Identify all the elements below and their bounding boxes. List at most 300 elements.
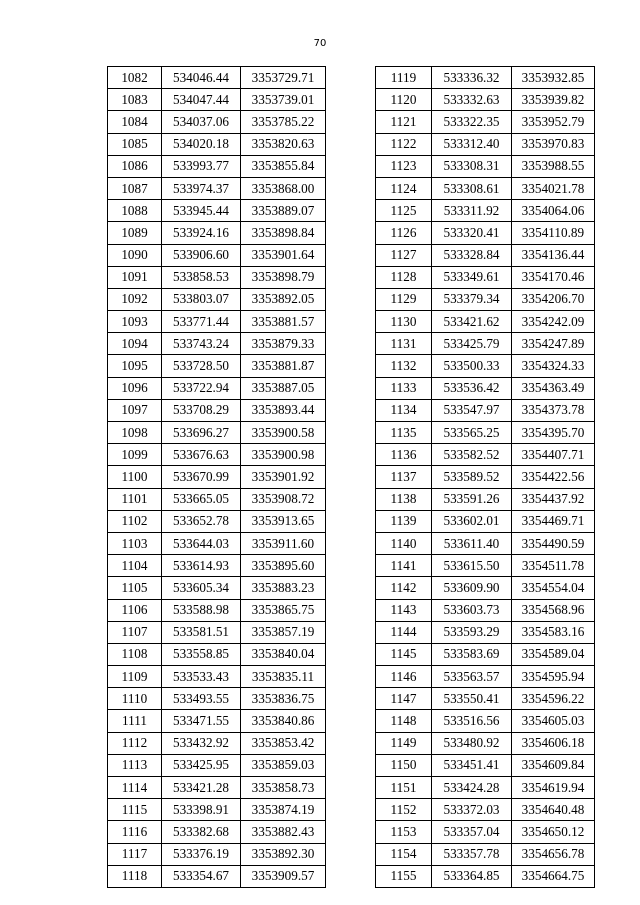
table-row [108,732,326,754]
table-row [108,777,326,799]
y-coordinate-cell: 3354242.09 [512,311,595,333]
x-coordinate-cell: 533644.03 [162,532,241,554]
y-coordinate-cell: 3353835.11 [241,666,326,688]
x-coordinate-cell: 533652.78 [162,510,241,532]
table-row [108,821,326,843]
y-coordinate-cell: 3354206.70 [512,288,595,310]
x-coordinate-cell: 533593.29 [432,621,512,643]
y-coordinate-cell: 3354511.78 [512,555,595,577]
x-coordinate-cell: 533349.61 [432,266,512,288]
y-coordinate-cell: 3354136.44 [512,244,595,266]
y-coordinate-cell: 3354422.56 [512,466,595,488]
point-number-cell: 1108 [108,643,162,665]
point-number-cell: 1117 [108,843,162,865]
point-number-cell: 1096 [108,377,162,399]
x-coordinate-cell: 533332.63 [432,89,512,111]
y-coordinate-cell: 3354469.71 [512,510,595,532]
table-row [376,865,595,887]
x-coordinate-cell: 533924.16 [162,222,241,244]
table-row [376,89,595,111]
y-coordinate-cell: 3353893.44 [241,399,326,421]
table-row [108,89,326,111]
table-row [376,67,595,89]
y-coordinate-cell: 3353881.57 [241,311,326,333]
y-coordinate-cell: 3353900.98 [241,444,326,466]
point-number-cell: 1139 [376,510,432,532]
x-coordinate-cell: 534047.44 [162,89,241,111]
y-coordinate-cell: 3354064.06 [512,200,595,222]
x-coordinate-cell: 534046.44 [162,67,241,89]
point-number-cell: 1147 [376,688,432,710]
x-coordinate-cell: 533615.50 [432,555,512,577]
point-number-cell: 1154 [376,843,432,865]
table-row [108,865,326,887]
point-number-cell: 1121 [376,111,432,133]
y-coordinate-cell: 3354606.18 [512,732,595,754]
x-coordinate-cell: 533425.79 [432,333,512,355]
coordinates-table-right [375,66,595,888]
x-coordinate-cell: 533611.40 [432,532,512,554]
x-coordinate-cell: 533364.85 [432,865,512,887]
y-coordinate-cell: 3353865.75 [241,599,326,621]
table-row [108,444,326,466]
point-number-cell: 1113 [108,754,162,776]
table-row [108,177,326,199]
point-number-cell: 1087 [108,177,162,199]
point-number-cell: 1127 [376,244,432,266]
y-coordinate-cell: 3354110.89 [512,222,595,244]
y-coordinate-cell: 3353900.58 [241,422,326,444]
point-number-cell: 1106 [108,599,162,621]
y-coordinate-cell: 3354609.84 [512,754,595,776]
point-number-cell: 1131 [376,333,432,355]
y-coordinate-cell: 3353859.03 [241,754,326,776]
table-row [108,799,326,821]
y-coordinate-cell: 3354554.04 [512,577,595,599]
y-coordinate-cell: 3353898.79 [241,266,326,288]
x-coordinate-cell: 533550.41 [432,688,512,710]
table-row [376,599,595,621]
point-number-cell: 1130 [376,311,432,333]
table-row [108,688,326,710]
table-row [376,466,595,488]
y-coordinate-cell: 3353895.60 [241,555,326,577]
x-coordinate-cell: 533398.91 [162,799,241,821]
y-coordinate-cell: 3354247.89 [512,333,595,355]
point-number-cell: 1101 [108,488,162,510]
x-coordinate-cell: 533803.07 [162,288,241,310]
y-coordinate-cell: 3354490.59 [512,532,595,554]
table-row [108,599,326,621]
table-row [376,577,595,599]
table-row [376,200,595,222]
table-row [376,111,595,133]
table-row [376,532,595,554]
x-coordinate-cell: 533581.51 [162,621,241,643]
point-number-cell: 1151 [376,777,432,799]
point-number-cell: 1085 [108,133,162,155]
point-number-cell: 1103 [108,532,162,554]
point-number-cell: 1136 [376,444,432,466]
table-row [376,555,595,577]
table-row [376,710,595,732]
point-number-cell: 1120 [376,89,432,111]
table-row [376,155,595,177]
table-row [376,177,595,199]
y-coordinate-cell: 3353901.64 [241,244,326,266]
point-number-cell: 1093 [108,311,162,333]
point-number-cell: 1142 [376,577,432,599]
point-number-cell: 1084 [108,111,162,133]
table-row [376,488,595,510]
point-number-cell: 1111 [108,710,162,732]
x-coordinate-cell: 533993.77 [162,155,241,177]
table-row [108,422,326,444]
point-number-cell: 1145 [376,643,432,665]
x-coordinate-cell: 533722.94 [162,377,241,399]
table-row [376,799,595,821]
y-coordinate-cell: 3354650.12 [512,821,595,843]
point-number-cell: 1155 [376,865,432,887]
x-coordinate-cell: 533565.25 [432,422,512,444]
point-number-cell: 1097 [108,399,162,421]
point-number-cell: 1119 [376,67,432,89]
y-coordinate-cell: 3353858.73 [241,777,326,799]
table-row [376,399,595,421]
point-number-cell: 1098 [108,422,162,444]
y-coordinate-cell: 3354589.04 [512,643,595,665]
x-coordinate-cell: 533563.57 [432,666,512,688]
x-coordinate-cell: 533583.69 [432,643,512,665]
point-number-cell: 1133 [376,377,432,399]
point-number-cell: 1116 [108,821,162,843]
y-coordinate-cell: 3353892.05 [241,288,326,310]
point-number-cell: 1083 [108,89,162,111]
x-coordinate-cell: 533708.29 [162,399,241,421]
table-row [108,111,326,133]
x-coordinate-cell: 533516.56 [432,710,512,732]
point-number-cell: 1126 [376,222,432,244]
x-coordinate-cell: 533696.27 [162,422,241,444]
y-coordinate-cell: 3354568.96 [512,599,595,621]
table-row [376,777,595,799]
table-row [376,643,595,665]
x-coordinate-cell: 533336.32 [432,67,512,89]
y-coordinate-cell: 3353882.43 [241,821,326,843]
table-row [376,222,595,244]
point-number-cell: 1095 [108,355,162,377]
x-coordinate-cell: 533547.97 [432,399,512,421]
point-number-cell: 1141 [376,555,432,577]
point-number-cell: 1122 [376,133,432,155]
x-coordinate-cell: 533328.84 [432,244,512,266]
y-coordinate-cell: 3354595.94 [512,666,595,688]
y-coordinate-cell: 3354170.46 [512,266,595,288]
table-row [376,688,595,710]
x-coordinate-cell: 533974.37 [162,177,241,199]
y-coordinate-cell: 3353898.84 [241,222,326,244]
table-row [108,133,326,155]
coordinates-table-left [107,66,326,888]
table-row [108,311,326,333]
x-coordinate-cell: 533421.62 [432,311,512,333]
x-coordinate-cell: 533605.34 [162,577,241,599]
point-number-cell: 1132 [376,355,432,377]
point-number-cell: 1090 [108,244,162,266]
table-row [376,821,595,843]
y-coordinate-cell: 3354619.94 [512,777,595,799]
x-coordinate-cell: 533858.53 [162,266,241,288]
x-coordinate-cell: 533614.93 [162,555,241,577]
x-coordinate-cell: 533424.28 [432,777,512,799]
point-number-cell: 1092 [108,288,162,310]
table-row [108,621,326,643]
table-row [376,288,595,310]
point-number-cell: 1146 [376,666,432,688]
x-coordinate-cell: 533471.55 [162,710,241,732]
y-coordinate-cell: 3353855.84 [241,155,326,177]
table-row [108,488,326,510]
y-coordinate-cell: 3353952.79 [512,111,595,133]
y-coordinate-cell: 3354640.48 [512,799,595,821]
table-row [108,399,326,421]
x-coordinate-cell: 533728.50 [162,355,241,377]
point-number-cell: 1102 [108,510,162,532]
y-coordinate-cell: 3353785.22 [241,111,326,133]
y-coordinate-cell: 3353909.57 [241,865,326,887]
table-row [376,133,595,155]
table-row [108,266,326,288]
point-number-cell: 1110 [108,688,162,710]
table-row [376,732,595,754]
x-coordinate-cell: 534020.18 [162,133,241,155]
table-row [108,754,326,776]
point-number-cell: 1100 [108,466,162,488]
table-row [108,466,326,488]
x-coordinate-cell: 533582.52 [432,444,512,466]
y-coordinate-cell: 3353840.04 [241,643,326,665]
y-coordinate-cell: 3353889.07 [241,200,326,222]
point-number-cell: 1124 [376,177,432,199]
point-number-cell: 1148 [376,710,432,732]
x-coordinate-cell: 533357.04 [432,821,512,843]
y-coordinate-cell: 3354437.92 [512,488,595,510]
x-coordinate-cell: 533493.55 [162,688,241,710]
point-number-cell: 1150 [376,754,432,776]
point-number-cell: 1094 [108,333,162,355]
x-coordinate-cell: 533603.73 [432,599,512,621]
x-coordinate-cell: 533354.67 [162,865,241,887]
point-number-cell: 1138 [376,488,432,510]
point-number-cell: 1128 [376,266,432,288]
y-coordinate-cell: 3353887.05 [241,377,326,399]
point-number-cell: 1125 [376,200,432,222]
table-row [108,510,326,532]
table-row [376,311,595,333]
x-coordinate-cell: 533322.35 [432,111,512,133]
table-row [376,510,595,532]
point-number-cell: 1082 [108,67,162,89]
y-coordinate-cell: 3354656.78 [512,843,595,865]
y-coordinate-cell: 3353879.33 [241,333,326,355]
table-row [376,754,595,776]
x-coordinate-cell: 533432.92 [162,732,241,754]
x-coordinate-cell: 533376.19 [162,843,241,865]
y-coordinate-cell: 3353868.00 [241,177,326,199]
point-number-cell: 1137 [376,466,432,488]
y-coordinate-cell: 3354583.16 [512,621,595,643]
table-row [376,355,595,377]
x-coordinate-cell: 533771.44 [162,311,241,333]
table-row [108,555,326,577]
x-coordinate-cell: 533308.61 [432,177,512,199]
y-coordinate-cell: 3353853.42 [241,732,326,754]
table-row [376,244,595,266]
x-coordinate-cell: 533308.31 [432,155,512,177]
table-row [108,155,326,177]
table-row [376,621,595,643]
point-number-cell: 1135 [376,422,432,444]
table-row [108,244,326,266]
point-number-cell: 1115 [108,799,162,821]
table-row [376,377,595,399]
y-coordinate-cell: 3353913.65 [241,510,326,532]
x-coordinate-cell: 533382.68 [162,821,241,843]
point-number-cell: 1112 [108,732,162,754]
x-coordinate-cell: 533906.60 [162,244,241,266]
x-coordinate-cell: 533357.78 [432,843,512,865]
x-coordinate-cell: 533311.92 [432,200,512,222]
point-number-cell: 1134 [376,399,432,421]
x-coordinate-cell: 533421.28 [162,777,241,799]
x-coordinate-cell: 533602.01 [432,510,512,532]
point-number-cell: 1153 [376,821,432,843]
y-coordinate-cell: 3353908.72 [241,488,326,510]
table-row [376,666,595,688]
table-row [108,377,326,399]
point-number-cell: 1123 [376,155,432,177]
x-coordinate-cell: 533676.63 [162,444,241,466]
y-coordinate-cell: 3354596.22 [512,688,595,710]
y-coordinate-cell: 3353939.82 [512,89,595,111]
table-row [376,333,595,355]
x-coordinate-cell: 533533.43 [162,666,241,688]
x-coordinate-cell: 533425.95 [162,754,241,776]
table-row [376,843,595,865]
y-coordinate-cell: 3354395.70 [512,422,595,444]
y-coordinate-cell: 3354605.03 [512,710,595,732]
y-coordinate-cell: 3353874.19 [241,799,326,821]
point-number-cell: 1143 [376,599,432,621]
table-row [376,266,595,288]
table-row [108,355,326,377]
coordinates-table-left-body [108,67,326,888]
table-row [108,843,326,865]
x-coordinate-cell: 534037.06 [162,111,241,133]
table-row [108,333,326,355]
table-row [108,200,326,222]
point-number-cell: 1105 [108,577,162,599]
y-coordinate-cell: 3353881.87 [241,355,326,377]
point-number-cell: 1109 [108,666,162,688]
y-coordinate-cell: 3353836.75 [241,688,326,710]
point-number-cell: 1099 [108,444,162,466]
x-coordinate-cell: 533743.24 [162,333,241,355]
y-coordinate-cell: 3353970.83 [512,133,595,155]
y-coordinate-cell: 3353932.85 [512,67,595,89]
y-coordinate-cell: 3353840.86 [241,710,326,732]
x-coordinate-cell: 533536.42 [432,377,512,399]
x-coordinate-cell: 533670.99 [162,466,241,488]
y-coordinate-cell: 3353988.55 [512,155,595,177]
x-coordinate-cell: 533591.26 [432,488,512,510]
y-coordinate-cell: 3353892.30 [241,843,326,865]
point-number-cell: 1107 [108,621,162,643]
y-coordinate-cell: 3354363.49 [512,377,595,399]
y-coordinate-cell: 3353901.92 [241,466,326,488]
x-coordinate-cell: 533588.98 [162,599,241,621]
y-coordinate-cell: 3354664.75 [512,865,595,887]
coordinates-table-right-body [376,67,595,888]
point-number-cell: 1140 [376,532,432,554]
x-coordinate-cell: 533372.03 [432,799,512,821]
point-number-cell: 1091 [108,266,162,288]
x-coordinate-cell: 533320.41 [432,222,512,244]
y-coordinate-cell: 3354407.71 [512,444,595,466]
y-coordinate-cell: 3353729.71 [241,67,326,89]
x-coordinate-cell: 533451.41 [432,754,512,776]
x-coordinate-cell: 533945.44 [162,200,241,222]
x-coordinate-cell: 533558.85 [162,643,241,665]
y-coordinate-cell: 3353911.60 [241,532,326,554]
y-coordinate-cell: 3353739.01 [241,89,326,111]
x-coordinate-cell: 533480.92 [432,732,512,754]
table-row [108,67,326,89]
point-number-cell: 1088 [108,200,162,222]
y-coordinate-cell: 3354373.78 [512,399,595,421]
table-row [376,422,595,444]
table-row [108,666,326,688]
table-row [376,444,595,466]
x-coordinate-cell: 533589.52 [432,466,512,488]
table-row [108,222,326,244]
table-row [108,288,326,310]
point-number-cell: 1089 [108,222,162,244]
y-coordinate-cell: 3353883.23 [241,577,326,599]
x-coordinate-cell: 533312.40 [432,133,512,155]
y-coordinate-cell: 3354021.78 [512,177,595,199]
point-number-cell: 1129 [376,288,432,310]
point-number-cell: 1144 [376,621,432,643]
x-coordinate-cell: 533379.34 [432,288,512,310]
point-number-cell: 1149 [376,732,432,754]
x-coordinate-cell: 533609.90 [432,577,512,599]
point-number-cell: 1086 [108,155,162,177]
x-coordinate-cell: 533500.33 [432,355,512,377]
x-coordinate-cell: 533665.05 [162,488,241,510]
point-number-cell: 1152 [376,799,432,821]
point-number-cell: 1118 [108,865,162,887]
table-row [108,532,326,554]
table-row [108,577,326,599]
table-row [108,643,326,665]
y-coordinate-cell: 3354324.33 [512,355,595,377]
point-number-cell: 1114 [108,777,162,799]
table-row [108,710,326,732]
y-coordinate-cell: 3353857.19 [241,621,326,643]
point-number-cell: 1104 [108,555,162,577]
page-number: 70 [313,38,327,49]
